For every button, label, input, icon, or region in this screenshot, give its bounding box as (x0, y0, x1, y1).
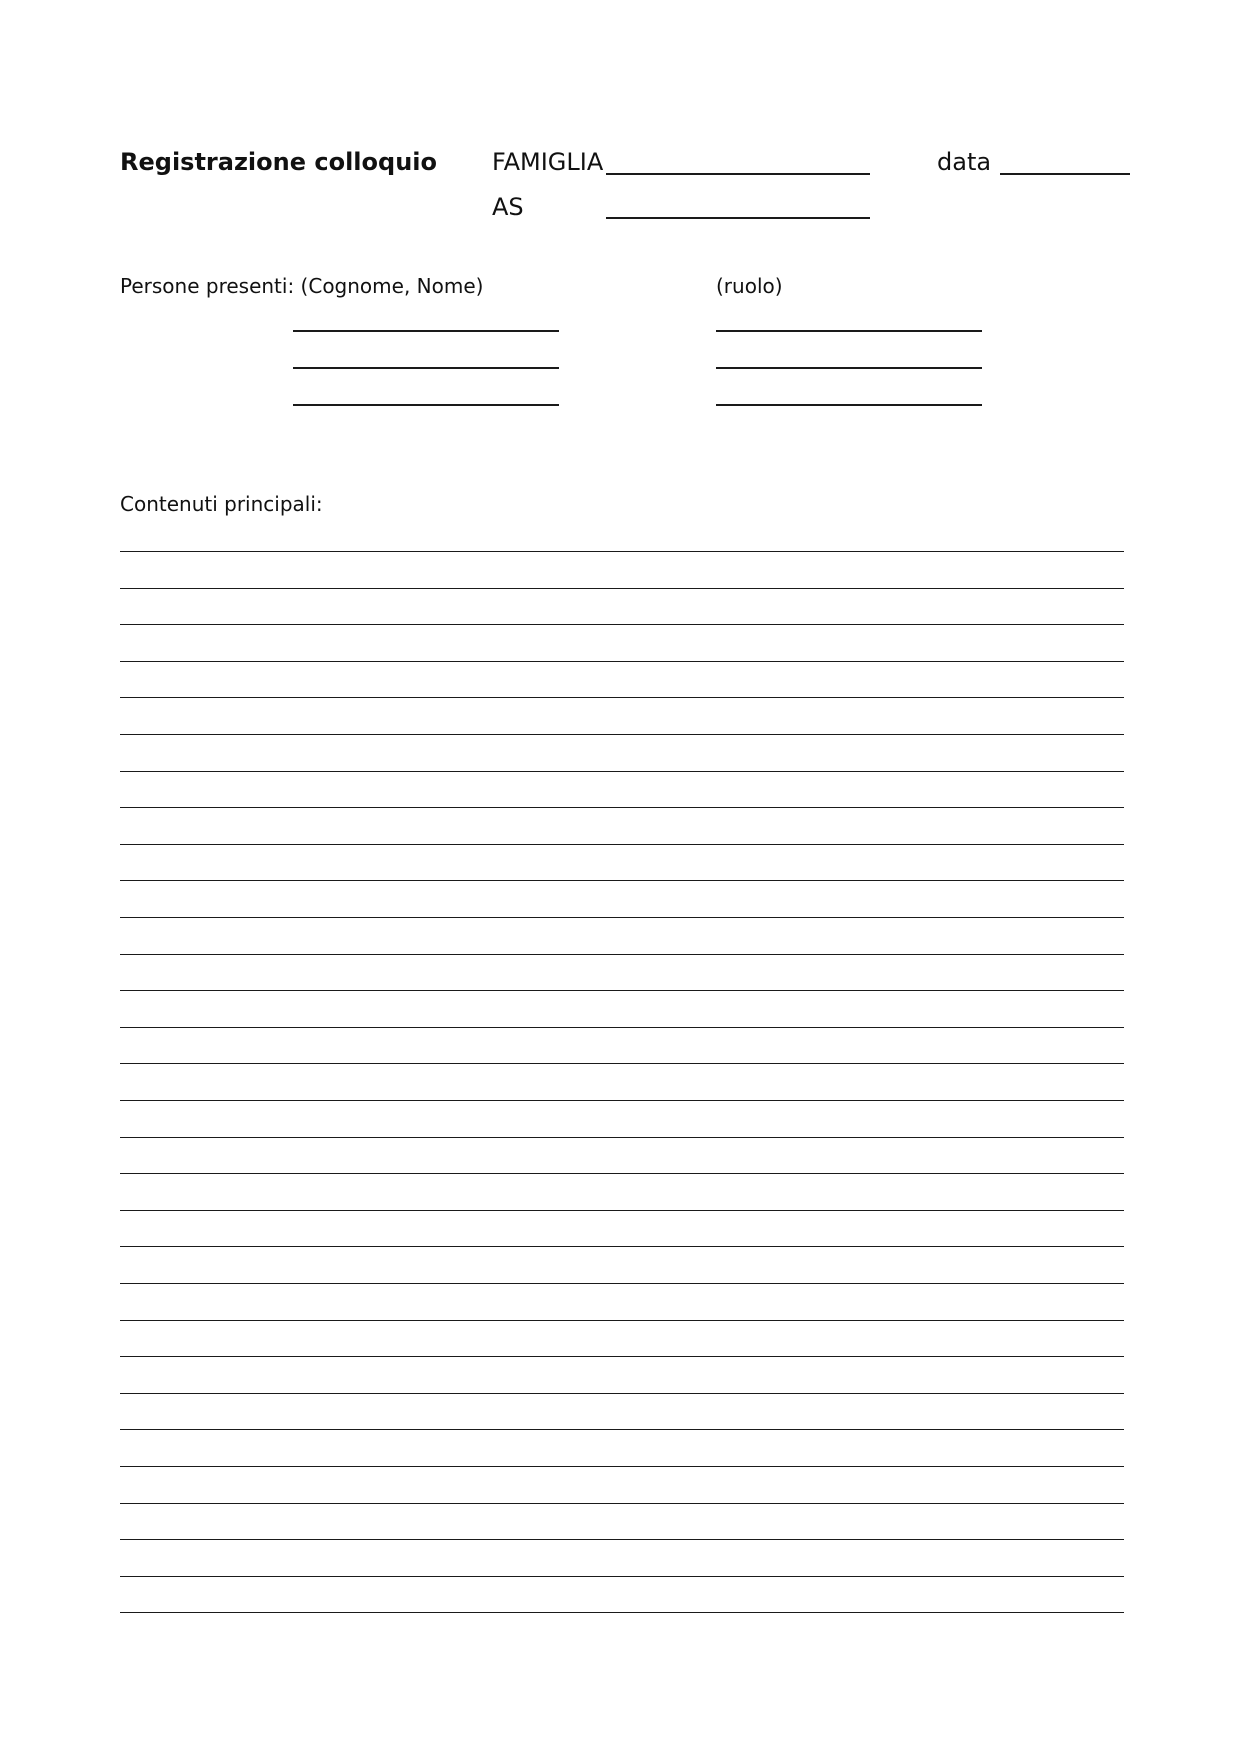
as-field-line[interactable] (606, 217, 870, 219)
contenuti-line[interactable] (120, 771, 1124, 772)
contenuti-line[interactable] (120, 1576, 1124, 1577)
contenuti-line[interactable] (120, 1137, 1124, 1138)
persona-role-line[interactable] (716, 367, 982, 369)
contenuti-line[interactable] (120, 807, 1124, 808)
contenuti-line[interactable] (120, 1027, 1124, 1028)
persona-role-line[interactable] (716, 330, 982, 332)
contenuti-line[interactable] (120, 1503, 1124, 1504)
contenuti-line[interactable] (120, 1612, 1124, 1613)
contenuti-line[interactable] (120, 1466, 1124, 1467)
persona-name-line[interactable] (293, 367, 559, 369)
contenuti-line[interactable] (120, 917, 1124, 918)
as-label: AS (492, 193, 524, 221)
contenuti-line[interactable] (120, 551, 1124, 552)
contenuti-line[interactable] (120, 1320, 1124, 1321)
contenuti-line[interactable] (120, 1393, 1124, 1394)
persone-presenti-label: Persone presenti: (Cognome, Nome) (120, 274, 484, 298)
contenuti-line[interactable] (120, 734, 1124, 735)
data-field-line[interactable] (1000, 173, 1130, 175)
contenuti-line[interactable] (120, 990, 1124, 991)
contenuti-line[interactable] (120, 697, 1124, 698)
contenuti-line[interactable] (120, 1539, 1124, 1540)
contenuti-line[interactable] (120, 954, 1124, 955)
persona-name-line[interactable] (293, 330, 559, 332)
data-label: data (937, 148, 992, 176)
contenuti-line[interactable] (120, 1283, 1124, 1284)
contenuti-line[interactable] (120, 588, 1124, 589)
contenuti-line[interactable] (120, 1173, 1124, 1174)
contenuti-line[interactable] (120, 1356, 1124, 1357)
contenuti-line[interactable] (120, 624, 1124, 625)
contenuti-line[interactable] (120, 1063, 1124, 1064)
contenuti-line[interactable] (120, 1429, 1124, 1430)
contenuti-line[interactable] (120, 661, 1124, 662)
contenuti-line[interactable] (120, 1100, 1124, 1101)
ruolo-label: (ruolo) (716, 274, 783, 298)
contenuti-line[interactable] (120, 1246, 1124, 1247)
form-title: Registrazione colloquio (120, 148, 437, 176)
famiglia-field-line[interactable] (606, 173, 870, 175)
contenuti-line[interactable] (120, 880, 1124, 881)
persona-role-line[interactable] (716, 404, 982, 406)
contenuti-line[interactable] (120, 844, 1124, 845)
contenuti-principali-label: Contenuti principali: (120, 492, 323, 516)
persona-name-line[interactable] (293, 404, 559, 406)
famiglia-label: FAMIGLIA (492, 148, 604, 176)
contenuti-line[interactable] (120, 1210, 1124, 1211)
